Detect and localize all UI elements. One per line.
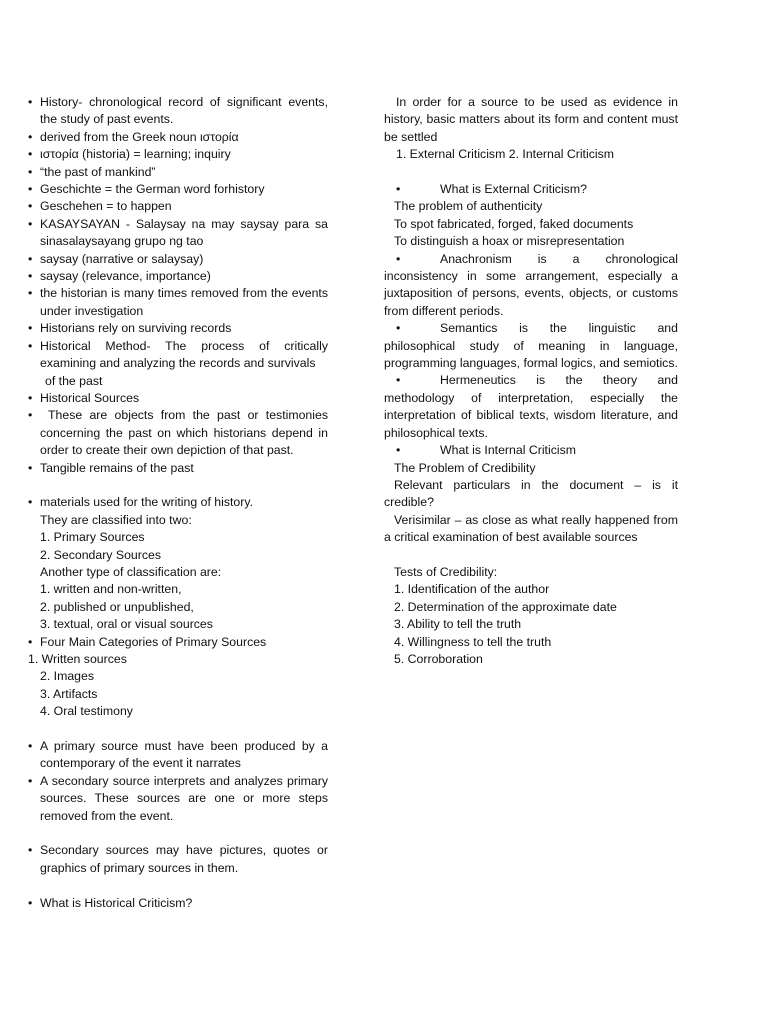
list-item: • A primary source must have been produced by a contemporary of the event it narrates xyxy=(28,739,328,771)
text-line: 1. written and non-written, xyxy=(40,582,182,597)
list-item: • KASAYSAYAN - Salaysay na may saysay para sa sinasalaysayang grupo ng tao xyxy=(28,216,328,249)
list-item: • materials used for the writing of history. xyxy=(28,495,254,510)
text-line: 2. Secondary Sources xyxy=(40,547,161,562)
paragraph: Verisimilar – as close as what really happened from a critical examination of best available sources xyxy=(384,512,678,545)
right-column xyxy=(384,94,678,668)
text-line: The problem of authenticity xyxy=(394,199,543,214)
text-line: 5. Corroboration xyxy=(394,651,483,666)
text-line: 1. Primary Sources xyxy=(40,530,145,545)
list-item: • Historians rely on surviving records xyxy=(28,321,232,336)
text-line: 2. Determination of the approximate date xyxy=(394,599,617,614)
list-item: • Anachronism is a chronological inconsistency in some arrangement, especially a juxtaposition of persons, events, objects, or customs from different periods. xyxy=(384,251,678,318)
list-item: • Four Main Categories of Primary Sources xyxy=(28,634,267,649)
text-line: 3. Artifacts xyxy=(40,686,98,701)
list-item: • Historical Method- The process of critically examining and analyzing the records and survivals of the past xyxy=(28,338,328,388)
list-item: • Geschehen = to happen xyxy=(28,199,172,214)
list-item: • Semantics is the linguistic and philosophical study of meaning in language, programming languages, formal logics, and semiotics. xyxy=(384,321,678,371)
paragraph: In order for a source to be used as evidence in history, basic matters about its form and content must be settled xyxy=(384,95,678,144)
text-line: Another type of classification are: xyxy=(40,564,222,579)
list-item: • These are objects from the past or testimonies concerning the past on which historians depend in order to create their own depiction of that past. xyxy=(28,408,328,458)
list-item: • saysay (relevance, importance) xyxy=(28,269,211,284)
list-item: • What is Historical Criticism? xyxy=(28,895,193,910)
text-line: To spot fabricated, forged, faked documents xyxy=(394,216,634,231)
list-item: • Historical Sources xyxy=(28,390,140,405)
text-line: 3. Ability to tell the truth xyxy=(394,617,522,632)
left-column xyxy=(28,94,328,912)
list-item: • History- chronological record of significant events, the study of past events. xyxy=(28,95,328,127)
text-line: 4. Oral testimony xyxy=(40,704,133,719)
list-item: • Secondary sources may have pictures, quotes or graphics of primary sources in them. xyxy=(28,843,328,875)
list-item: • Hermeneutics is the theory and methodology of interpretation, especially the interpretation of biblical texts, wisdom literature, and philosophical texts. xyxy=(384,373,678,440)
list-item: • ιστορία (historia) = learning; inquiry xyxy=(28,147,231,162)
text-line: The Problem of Credibility xyxy=(394,460,536,475)
text-line: 1. Written sources xyxy=(28,651,127,666)
list-item: • What is Internal Criticism xyxy=(396,443,576,458)
text-line: They are classified into two: xyxy=(40,512,192,527)
list-item: • “the past of mankind” xyxy=(28,164,156,179)
text-line: 2. Images xyxy=(40,669,94,684)
list-item: • derived from the Greek noun ιστορία xyxy=(28,129,239,144)
list-item: • What is External Criticism? xyxy=(396,182,587,197)
list-item: • Tangible remains of the past xyxy=(28,460,194,475)
text-line: 1. Identification of the author xyxy=(394,582,550,597)
list-item: • A secondary source interprets and analyzes primary sources. These sources are one or more steps removed from the event. xyxy=(28,773,328,823)
list-item: • the historian is many times removed from the events under investigation xyxy=(28,286,328,318)
text-line: Tests of Credibility: xyxy=(394,564,498,579)
text-line: 1. External Criticism 2. Internal Criticism xyxy=(396,147,614,162)
paragraph: Relevant particulars in the document – is it credible? xyxy=(384,477,678,510)
text-line: 2. published or unpublished, xyxy=(40,599,194,614)
list-item: • Geschichte = the German word forhistory xyxy=(28,182,265,197)
text-line: 3. textual, oral or visual sources xyxy=(40,617,213,632)
list-item: • saysay (narrative or salaysay) xyxy=(28,251,204,266)
text-line: 4. Willingness to tell the truth xyxy=(394,634,552,649)
text-line: To distinguish a hoax or misrepresentation xyxy=(394,234,625,249)
